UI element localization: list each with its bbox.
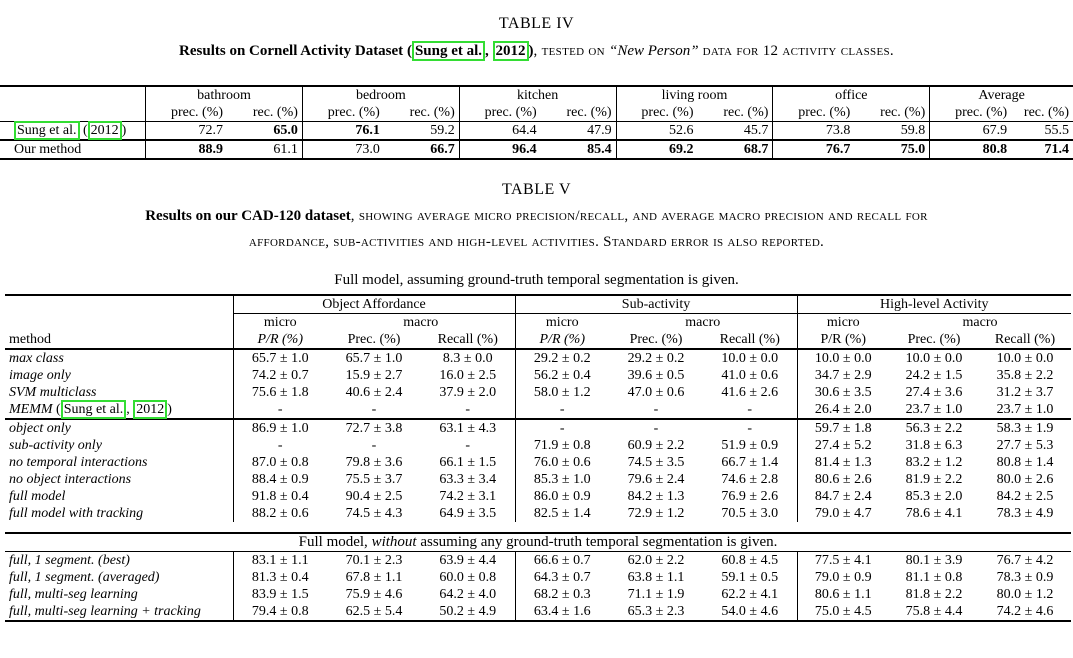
value-cell: 76.0 ± 0.6 xyxy=(515,454,609,471)
method-name: object only xyxy=(9,421,71,436)
value-cell: 74.2 ± 0.7 xyxy=(233,367,327,384)
value-cell: 80.6 ± 2.6 xyxy=(797,471,889,488)
value-cell: 87.0 ± 0.8 xyxy=(233,454,327,471)
value-cell: 27.7 ± 5.3 xyxy=(996,438,1054,453)
table-row xyxy=(5,401,1071,419)
t4-sub-prec: prec. (%) xyxy=(773,104,854,122)
t5-micro-label: micro xyxy=(515,314,609,332)
value-cell: 74.5 ± 4.3 xyxy=(345,506,403,521)
value-cell: 26.4 ± 2.0 xyxy=(797,401,889,419)
value-cell: 88.4 ± 0.9 xyxy=(233,471,327,488)
value-cell: - xyxy=(653,421,659,436)
value-cell: 75.0 ± 4.5 xyxy=(797,603,889,621)
method-cell: Our method xyxy=(14,142,82,157)
value-cell: 71.1 ± 1.9 xyxy=(627,587,685,602)
method-name: full model with tracking xyxy=(9,506,144,521)
value-cell: 66.1 ± 1.5 xyxy=(439,455,497,470)
table-row xyxy=(5,569,1071,586)
table-row xyxy=(5,367,1071,384)
table-row xyxy=(5,603,1071,621)
method-cell: MEMM ( Sung et al. , 2012 ) xyxy=(9,402,172,417)
value-cell: 41.0 ± 0.6 xyxy=(721,368,779,383)
t5-sec2-a: Full model, xyxy=(298,534,372,550)
value-cell: 23.7 ± 1.0 xyxy=(905,402,963,417)
value-cell: 74.2 ± 4.6 xyxy=(996,604,1054,619)
value-cell: 72.7 ± 3.8 xyxy=(345,421,403,436)
t5-col-2: Recall (%) xyxy=(437,332,498,347)
value-cell: 72.7 xyxy=(146,122,227,141)
table-row xyxy=(5,471,1071,488)
value-cell: 75.5 ± 3.7 xyxy=(345,472,403,487)
t4-sub-rec: rec. (%) xyxy=(409,105,455,120)
value-cell: 83.1 ± 1.1 xyxy=(233,552,327,570)
method-name: SVM multiclass xyxy=(9,385,97,400)
value-cell: 10.0 ± 0.0 xyxy=(905,351,963,366)
value-cell: 62.2 ± 4.1 xyxy=(721,587,779,602)
t4-sub-rec: rec. (%) xyxy=(1023,105,1069,120)
table5-caption-line2-text: affordance, sub-activities and high-level activities. Standard error is also reported. xyxy=(248,234,825,250)
value-cell: 80.8 ± 1.4 xyxy=(996,455,1054,470)
value-cell: 79.0 ± 0.9 xyxy=(797,569,889,586)
method-cite-year-link[interactable]: 2012 xyxy=(88,121,122,140)
value-cell: 62.0 ± 2.2 xyxy=(627,553,685,568)
value-cell: 52.6 xyxy=(616,122,697,141)
value-cell: 70.1 ± 2.3 xyxy=(345,553,403,568)
value-cell: 58.0 ± 1.2 xyxy=(515,384,609,401)
value-cell: 24.2 ± 1.5 xyxy=(905,368,963,383)
value-cell: 84.2 ± 1.3 xyxy=(627,489,685,504)
t5-col-6: P/R (%) xyxy=(797,331,889,349)
method-name: full, 1 segment. (averaged) xyxy=(9,570,160,585)
value-cell: 78.6 ± 4.1 xyxy=(905,506,963,521)
table-row xyxy=(0,122,1073,141)
table-row xyxy=(0,140,1073,159)
value-cell: 29.2 ± 0.2 xyxy=(627,351,685,366)
method-cell xyxy=(5,384,233,401)
value-cell: 50.2 ± 4.9 xyxy=(439,604,497,619)
value-cell: 90.4 ± 2.5 xyxy=(345,489,403,504)
value-cell: 65.7 ± 1.0 xyxy=(233,349,327,367)
value-cell: 56.2 ± 0.4 xyxy=(515,367,609,384)
value-cell: 91.8 ± 0.4 xyxy=(233,488,327,505)
value-cell: 96.4 xyxy=(459,140,540,159)
table4-caption-rest1: , tested on xyxy=(533,43,609,59)
t4-sub-rec: rec. (%) xyxy=(723,105,769,120)
value-cell: 41.6 ± 2.6 xyxy=(721,385,779,400)
t4-sub-rec: rec. (%) xyxy=(566,105,612,120)
value-cell: 47.0 ± 0.6 xyxy=(627,385,685,400)
value-cell: 65.3 ± 2.3 xyxy=(627,604,685,619)
t5-micro-label: micro xyxy=(797,314,889,332)
value-cell: 63.1 ± 4.3 xyxy=(439,421,497,436)
method-name: full, multi-seg learning xyxy=(9,587,138,602)
method-name: image only xyxy=(9,368,71,383)
value-cell: 66.7 xyxy=(430,142,455,157)
t4-group-5: Average xyxy=(930,86,1073,104)
value-cell: 73.8 xyxy=(773,122,854,141)
value-cell: 8.3 ± 0.0 xyxy=(442,351,493,366)
value-cell: 71.4 xyxy=(1044,142,1069,157)
value-cell: 47.9 xyxy=(587,123,612,138)
value-cell: 56.3 ± 2.2 xyxy=(905,421,963,436)
t4-group-4: office xyxy=(773,86,930,104)
table4-caption: Results on Cornell Activity Dataset ( Sung et al. , 2012 ), tested on “New Person” data for 12 activity classes. xyxy=(179,43,894,59)
value-cell: 75.0 xyxy=(900,142,926,157)
t4-sub-prec: prec. (%) xyxy=(616,104,697,122)
value-cell: - xyxy=(233,437,327,454)
value-cell: 67.8 ± 1.1 xyxy=(345,570,403,585)
value-cell: 60.9 ± 2.2 xyxy=(627,438,685,453)
value-cell: 85.4 xyxy=(587,142,612,157)
table-row xyxy=(5,505,1071,522)
value-cell: 82.5 ± 1.4 xyxy=(515,505,609,522)
t5-col-8: Recall (%) xyxy=(994,332,1056,347)
t5-micro-label: micro xyxy=(233,314,327,332)
value-cell: 83.9 ± 1.5 xyxy=(233,586,327,603)
value-cell: 81.4 ± 1.3 xyxy=(797,454,889,471)
method-cell xyxy=(5,569,233,586)
method-cite-author-link[interactable]: Sung et al. xyxy=(14,121,80,140)
table4-cite-author-link[interactable]: Sung et al. xyxy=(412,41,485,61)
value-cell: 80.6 ± 1.1 xyxy=(797,586,889,603)
value-cell: 63.3 ± 3.4 xyxy=(439,472,497,487)
value-cell: 80.1 ± 3.9 xyxy=(905,553,963,568)
value-cell: 16.0 ± 2.5 xyxy=(439,368,497,383)
table5-caption-line2 xyxy=(0,229,1073,255)
value-cell: - xyxy=(653,402,659,417)
value-cell: 81.3 ± 0.4 xyxy=(233,569,327,586)
value-cell: 59.8 xyxy=(900,123,926,138)
value-cell: - xyxy=(747,402,753,417)
value-cell: 69.2 xyxy=(616,140,697,159)
value-cell: 60.8 ± 4.5 xyxy=(721,553,779,568)
value-cell: 40.6 ± 2.4 xyxy=(345,385,403,400)
value-cell: 64.9 ± 3.5 xyxy=(439,506,497,521)
t5-macro-label: macro xyxy=(609,314,797,332)
method-cite-year-link[interactable]: 2012 xyxy=(133,400,167,419)
method-cell xyxy=(5,603,233,621)
value-cell: 64.2 ± 4.0 xyxy=(439,587,497,602)
value-cell: 65.7 ± 1.0 xyxy=(345,351,403,366)
value-cell: 71.9 ± 0.8 xyxy=(515,437,609,454)
method-name: no object interactions xyxy=(9,472,132,487)
value-cell: 76.7 ± 4.2 xyxy=(996,553,1054,568)
t5-group-affordance: Object Affordance xyxy=(233,295,515,314)
value-cell: 64.4 xyxy=(459,122,540,141)
method-name: full model xyxy=(9,489,66,504)
value-cell: 54.0 ± 4.6 xyxy=(721,604,779,619)
method-cell xyxy=(5,505,233,522)
table-row xyxy=(5,552,1071,570)
value-cell: 81.8 ± 2.2 xyxy=(905,587,963,602)
method-cell xyxy=(5,367,233,384)
table4-caption-rest2: data for 12 activity classes. xyxy=(698,43,894,59)
value-cell: 70.5 ± 3.0 xyxy=(721,506,779,521)
value-cell: 45.7 xyxy=(743,123,769,138)
method-name: max class xyxy=(9,351,64,366)
value-cell: 79.6 ± 2.4 xyxy=(627,472,685,487)
method-name: MEMM xyxy=(9,402,53,417)
t5-macro-label: macro xyxy=(889,314,1071,332)
t5-col-5: Recall (%) xyxy=(719,332,780,347)
value-cell: 80.8 xyxy=(930,140,1011,159)
value-cell: 62.5 ± 5.4 xyxy=(345,604,403,619)
table-row xyxy=(5,586,1071,603)
t5-col-4: Prec. (%) xyxy=(629,332,683,347)
value-cell: 63.4 ± 1.6 xyxy=(515,603,609,621)
value-cell: 74.6 ± 2.8 xyxy=(721,472,779,487)
method-cell xyxy=(5,488,233,505)
t5-group-subactivity: Sub-activity xyxy=(515,295,797,314)
value-cell: 88.9 xyxy=(146,140,227,159)
value-cell: 67.9 xyxy=(930,122,1011,141)
value-cell: 29.2 ± 0.2 xyxy=(515,349,609,367)
method-cell xyxy=(5,552,233,570)
t5-col-3: P/R (%) xyxy=(515,331,609,349)
table5 xyxy=(5,294,1071,622)
value-cell: 81.9 ± 2.2 xyxy=(905,472,963,487)
value-cell: 27.4 ± 5.2 xyxy=(797,437,889,454)
t5-col-1: Prec. (%) xyxy=(347,332,401,347)
table-row xyxy=(5,349,1071,367)
value-cell: 80.0 ± 2.6 xyxy=(996,472,1054,487)
value-cell: 66.6 ± 0.7 xyxy=(515,552,609,570)
t4-group-0: bathroom xyxy=(146,86,303,104)
t4-group-3: living room xyxy=(616,86,773,104)
t5-group-highlevel: High-level Activity xyxy=(797,295,1071,314)
value-cell: 35.8 ± 2.2 xyxy=(996,368,1054,383)
method-cell xyxy=(5,586,233,603)
table4-caption-italic: “New Person” xyxy=(608,43,699,59)
value-cell: 78.3 ± 4.9 xyxy=(996,506,1054,521)
value-cell: 10.0 ± 0.0 xyxy=(721,351,779,366)
value-cell: 79.4 ± 0.8 xyxy=(233,603,327,621)
value-cell: 10.0 ± 0.0 xyxy=(797,349,889,367)
method-cell xyxy=(5,454,233,471)
method-name: full, multi-seg learning + tracking xyxy=(9,604,201,619)
value-cell: 76.9 ± 2.6 xyxy=(721,489,779,504)
table-row xyxy=(5,384,1071,401)
value-cell: 74.2 ± 3.1 xyxy=(439,489,497,504)
value-cell: 83.2 ± 1.2 xyxy=(905,455,963,470)
value-cell: 68.2 ± 0.3 xyxy=(515,586,609,603)
table4-cite-year-link[interactable]: 2012 xyxy=(493,41,529,61)
value-cell: 84.2 ± 2.5 xyxy=(996,489,1054,504)
table5-caption-line1-rest: , showing average micro precision/recall, and average macro precision and recall for xyxy=(350,208,928,224)
value-cell: - xyxy=(465,402,471,417)
value-cell: 37.9 ± 2.0 xyxy=(439,385,497,400)
value-cell: 79.0 ± 4.7 xyxy=(797,505,889,522)
value-cell: - xyxy=(465,438,471,453)
t5-method-header: method xyxy=(9,332,51,347)
value-cell: 15.9 ± 2.7 xyxy=(345,368,403,383)
value-cell: - xyxy=(371,438,377,453)
method-name: sub-activity only xyxy=(9,438,102,453)
value-cell: - xyxy=(747,421,753,436)
value-cell: 59.1 ± 0.5 xyxy=(721,570,779,585)
value-cell: 60.0 ± 0.8 xyxy=(439,570,497,585)
table-row xyxy=(5,454,1071,471)
value-cell: 84.7 ± 2.4 xyxy=(797,488,889,505)
value-cell: 58.3 ± 1.9 xyxy=(996,421,1054,436)
value-cell: 77.5 ± 4.1 xyxy=(797,552,889,570)
t5-sec2-italic: without xyxy=(371,534,417,550)
value-cell: 74.5 ± 3.5 xyxy=(627,455,685,470)
method-cell xyxy=(5,349,233,367)
value-cell: 76.7 xyxy=(773,140,854,159)
t5-sec2-b: assuming any ground-truth temporal segmentation is given. xyxy=(416,534,778,550)
value-cell: 27.4 ± 3.6 xyxy=(905,385,963,400)
value-cell: 59.2 xyxy=(430,123,455,138)
table-row xyxy=(5,488,1071,505)
value-cell: 80.0 ± 1.2 xyxy=(996,587,1054,602)
value-cell: 75.8 ± 4.4 xyxy=(905,604,963,619)
t4-sub-rec: rec. (%) xyxy=(252,105,298,120)
value-cell: 86.9 ± 1.0 xyxy=(233,419,327,437)
value-cell: 65.0 xyxy=(273,123,298,138)
value-cell: 59.7 ± 1.8 xyxy=(797,419,889,437)
table5-section1-title: Full model, assuming ground-truth temporal segmentation is given. xyxy=(334,272,739,288)
t4-sub-prec: prec. (%) xyxy=(930,104,1011,122)
value-cell: 73.0 xyxy=(302,140,383,159)
method-cell: Sung et al. ( 2012 ) xyxy=(0,122,146,141)
method-name: full, 1 segment. (best) xyxy=(9,553,130,568)
value-cell: 31.2 ± 3.7 xyxy=(996,385,1054,400)
t5-col-7: Prec. (%) xyxy=(907,332,961,347)
table5-caption-bold: Results on our CAD-120 dataset xyxy=(145,208,351,224)
value-cell: 85.3 ± 2.0 xyxy=(905,489,963,504)
table-row xyxy=(5,437,1071,454)
t4-sub-prec: prec. (%) xyxy=(459,104,540,122)
value-cell: 63.8 ± 1.1 xyxy=(627,570,685,585)
value-cell: 76.1 xyxy=(302,122,383,141)
t4-sub-prec: prec. (%) xyxy=(146,104,227,122)
value-cell: - xyxy=(515,401,609,419)
value-cell: 79.8 ± 3.6 xyxy=(345,455,403,470)
method-cite-author-link[interactable]: Sung et al. xyxy=(61,400,127,419)
value-cell: 68.7 xyxy=(743,142,769,157)
value-cell: 75.6 ± 1.8 xyxy=(233,384,327,401)
method-cell xyxy=(5,437,233,454)
t4-group-1: bedroom xyxy=(302,86,459,104)
value-cell: 34.7 ± 2.9 xyxy=(797,367,889,384)
value-cell: 64.3 ± 0.7 xyxy=(515,569,609,586)
value-cell: 86.0 ± 0.9 xyxy=(515,488,609,505)
table4-label: TABLE IV xyxy=(498,15,575,32)
value-cell: 30.6 ± 3.5 xyxy=(797,384,889,401)
value-cell: 81.1 ± 0.8 xyxy=(905,570,963,585)
method-cell xyxy=(5,419,233,437)
value-cell: 63.9 ± 4.4 xyxy=(439,553,497,568)
value-cell: 78.3 ± 0.9 xyxy=(996,570,1054,585)
table5-label: TABLE V xyxy=(501,181,572,198)
value-cell: 10.0 ± 0.0 xyxy=(996,351,1054,366)
value-cell: - xyxy=(233,401,327,419)
value-cell: 85.3 ± 1.0 xyxy=(515,471,609,488)
value-cell: - xyxy=(515,419,609,437)
t4-sub-prec: prec. (%) xyxy=(302,104,383,122)
t4-sub-rec: rec. (%) xyxy=(880,105,926,120)
table4-caption-bold: Results on Cornell Activity Dataset xyxy=(179,43,404,59)
table5-section2-title xyxy=(5,533,1071,552)
value-cell: 55.5 xyxy=(1044,123,1069,138)
value-cell: 23.7 ± 1.0 xyxy=(996,402,1054,417)
value-cell: 39.6 ± 0.5 xyxy=(627,368,685,383)
table4 xyxy=(0,85,1073,160)
method-name: no temporal interactions xyxy=(9,455,148,470)
value-cell: 88.2 ± 0.6 xyxy=(233,505,327,522)
value-cell: 51.9 ± 0.9 xyxy=(721,438,779,453)
value-cell: 72.9 ± 1.2 xyxy=(627,506,685,521)
t5-col-0: P/R (%) xyxy=(233,331,327,349)
value-cell: 75.9 ± 4.6 xyxy=(345,587,403,602)
t5-macro-label: macro xyxy=(327,314,515,332)
value-cell: - xyxy=(371,402,377,417)
table5-caption-line1 xyxy=(0,203,1073,229)
method-cell xyxy=(5,471,233,488)
t4-group-2: kitchen xyxy=(459,86,616,104)
value-cell: 66.7 ± 1.4 xyxy=(721,455,779,470)
table-row xyxy=(5,419,1071,437)
value-cell: 31.8 ± 6.3 xyxy=(905,438,963,453)
value-cell: 61.1 xyxy=(273,142,298,157)
